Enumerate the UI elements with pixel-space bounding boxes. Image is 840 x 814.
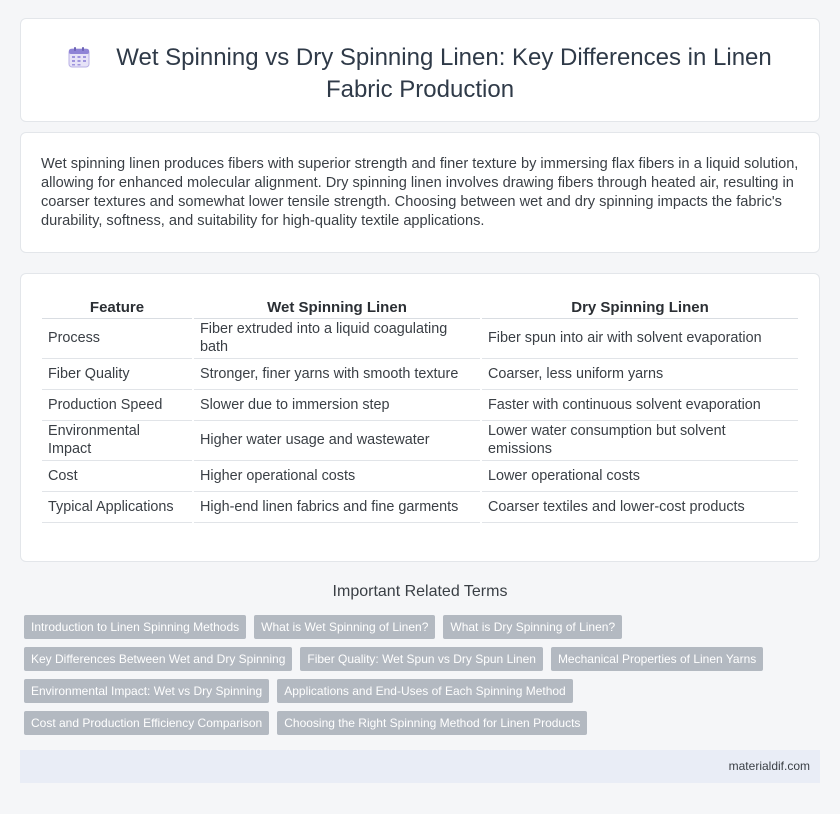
related-terms-heading: Important Related Terms	[332, 583, 508, 600]
tag-row	[24, 711, 824, 743]
table-cell: Coarser textiles and lower-cost products	[481, 491, 798, 522]
table-header-row	[42, 296, 798, 318]
table-cell: Environmental Impact	[42, 420, 193, 460]
related-term-tag[interactable]: Environmental Impact: Wet vs Dry Spinning	[24, 679, 269, 703]
table-cell: Coarser, less uniform yarns	[481, 358, 798, 389]
table-cell: Typical Applications	[42, 491, 193, 522]
footer	[20, 750, 820, 783]
header-wet-spinning: Wet Spinning Linen	[193, 296, 481, 318]
table-cell: Fiber Quality	[42, 358, 193, 389]
table-cell: Stronger, finer yarns with smooth texture	[193, 358, 481, 389]
tag-row	[24, 615, 824, 647]
related-term-tag[interactable]: What is Wet Spinning of Linen?	[254, 615, 435, 639]
table-cell: Faster with continuous solvent evaporation	[481, 389, 798, 420]
related-term-tag[interactable]: Cost and Production Efficiency Comparison	[24, 711, 269, 735]
footer-site-link[interactable]: materialdif.com	[728, 759, 810, 773]
title-card	[20, 18, 820, 122]
comparison-table-card	[20, 273, 820, 562]
title-line-2: Fabric Production	[325, 76, 515, 103]
table-cell: Process	[42, 318, 193, 358]
table-row	[42, 420, 798, 460]
table-cell: Lower water consumption but solvent emissions	[481, 420, 798, 460]
table-row	[42, 389, 798, 420]
related-term-tag[interactable]: Key Differences Between Wet and Dry Spinning	[24, 647, 292, 671]
related-terms-list	[24, 615, 824, 743]
related-term-tag[interactable]: Choosing the Right Spinning Method for Linen Products	[277, 711, 587, 735]
table-cell: Cost	[42, 460, 193, 491]
intro-paragraph: Wet spinning linen produces fibers with superior strength and finer texture by immersing flax fibers in a liquid solution, allowing for enhanced molecular alignment. Dry spinning linen involves drawing fibers through heated air, resulting in coarser textures and somewhat lower tensile strength. Choosing between wet and dry spinning impacts the fabric's durability, softness, and suitability for high-quality textile applications.	[41, 156, 799, 229]
tag-row	[24, 647, 824, 679]
table-cell: Slower due to immersion step	[193, 389, 481, 420]
header-dry-spinning: Dry Spinning Linen	[481, 296, 798, 318]
comparison-table	[42, 296, 798, 523]
related-term-tag[interactable]: What is Dry Spinning of Linen?	[443, 615, 622, 639]
title-line-1: Wet Spinning vs Dry Spinning Linen: Key Differences in Linen	[116, 44, 772, 71]
related-term-tag[interactable]: Applications and End-Uses of Each Spinning Method	[277, 679, 573, 703]
table-cell: Higher water usage and wastewater	[193, 420, 481, 460]
related-term-tag[interactable]: Introduction to Linen Spinning Methods	[24, 615, 246, 639]
table-row	[42, 491, 798, 522]
table-row	[42, 460, 798, 491]
table-cell: Fiber spun into air with solvent evaporation	[481, 318, 798, 358]
table-row	[42, 318, 798, 358]
calendar-icon	[68, 46, 90, 75]
related-term-tag[interactable]: Mechanical Properties of Linen Yarns	[551, 647, 763, 671]
header-feature: Feature	[42, 296, 193, 318]
related-term-tag[interactable]: Fiber Quality: Wet Spun vs Dry Spun Linen	[300, 647, 543, 671]
table-cell: Higher operational costs	[193, 460, 481, 491]
intro-card	[20, 132, 820, 253]
page-title	[21, 43, 819, 104]
table-row	[42, 358, 798, 389]
table-cell: High-end linen fabrics and fine garments	[193, 491, 481, 522]
table-cell: Lower operational costs	[481, 460, 798, 491]
table-cell: Production Speed	[42, 389, 193, 420]
table-cell: Fiber extruded into a liquid coagulating bath	[193, 318, 481, 358]
tag-row	[24, 679, 824, 711]
